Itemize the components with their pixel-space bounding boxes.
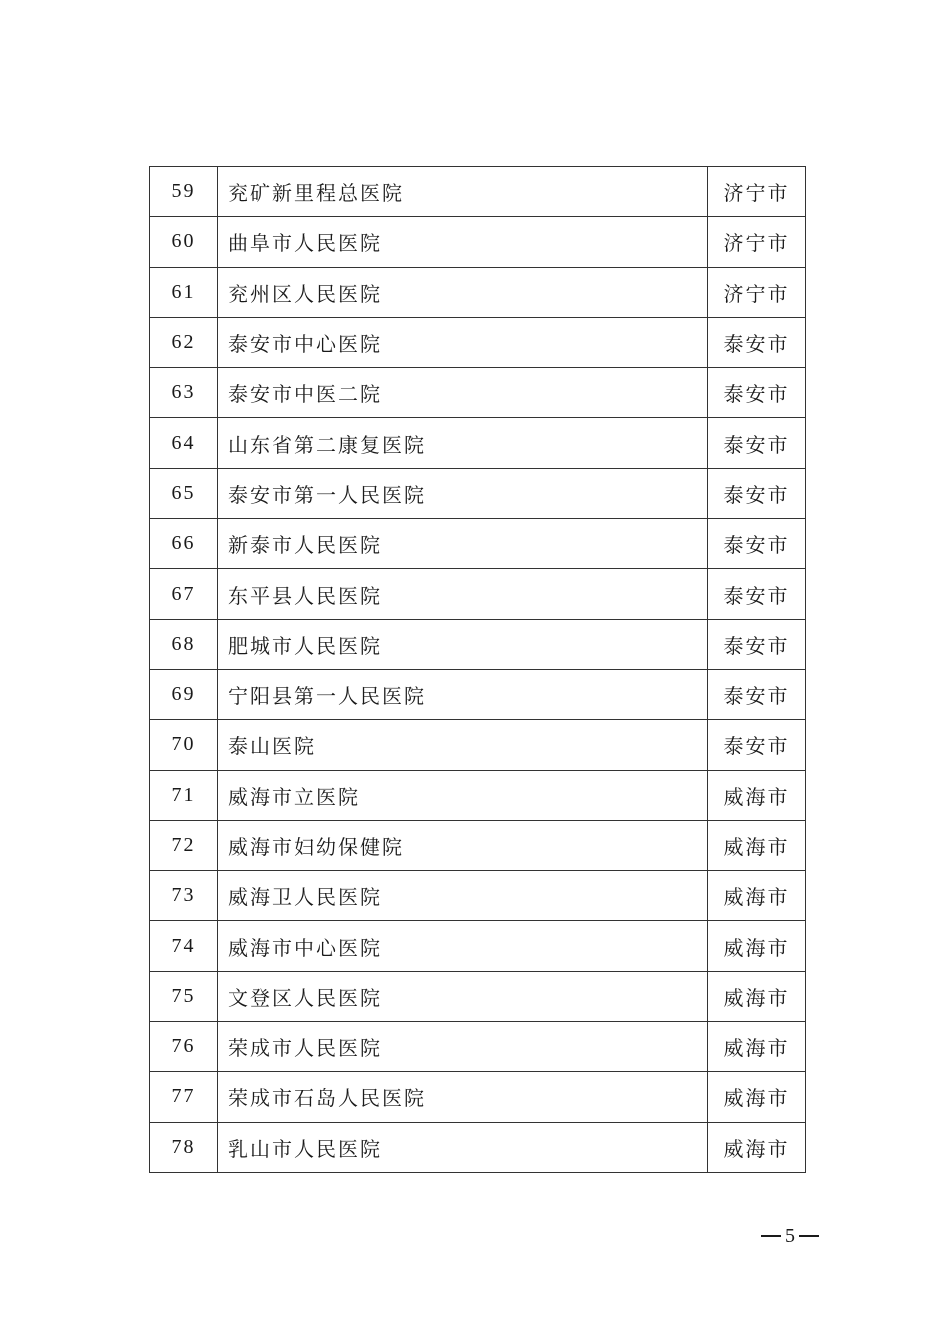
row-number-cell: 73 (150, 871, 218, 921)
table-row (150, 519, 806, 569)
row-number-cell: 64 (150, 418, 218, 468)
city-cell: 威海市 (708, 871, 806, 921)
table-row (150, 871, 806, 921)
table-row (150, 418, 806, 468)
page-number-dash-left (761, 1235, 781, 1237)
row-number-cell: 71 (150, 770, 218, 820)
row-number-cell: 70 (150, 720, 218, 770)
table-row (150, 368, 806, 418)
city-cell: 泰安市 (708, 720, 806, 770)
hospital-name-cell: 东平县人民医院 (218, 569, 708, 619)
table-row (150, 619, 806, 669)
hospital-name-cell: 兖矿新里程总医院 (218, 167, 708, 217)
city-cell: 济宁市 (708, 267, 806, 317)
city-cell: 威海市 (708, 820, 806, 870)
row-number-cell: 65 (150, 468, 218, 518)
city-cell: 威海市 (708, 971, 806, 1021)
city-cell: 威海市 (708, 921, 806, 971)
table-row (150, 1122, 806, 1172)
row-number-cell: 68 (150, 619, 218, 669)
row-number-cell: 61 (150, 267, 218, 317)
table-row (150, 820, 806, 870)
city-cell: 泰安市 (708, 368, 806, 418)
table-row (150, 720, 806, 770)
hospital-table (149, 166, 806, 1173)
city-cell: 泰安市 (708, 569, 806, 619)
city-cell: 泰安市 (708, 468, 806, 518)
page-number-value: 5 (785, 1224, 795, 1247)
page-number (760, 1224, 820, 1248)
hospital-name-cell: 威海市妇幼保健院 (218, 820, 708, 870)
hospital-name-cell: 文登区人民医院 (218, 971, 708, 1021)
city-cell: 泰安市 (708, 418, 806, 468)
hospital-name-cell: 山东省第二康复医院 (218, 418, 708, 468)
city-cell: 泰安市 (708, 669, 806, 719)
hospital-name-cell: 泰安市中医二院 (218, 368, 708, 418)
city-cell: 威海市 (708, 1122, 806, 1172)
row-number-cell: 72 (150, 820, 218, 870)
row-number-cell: 62 (150, 317, 218, 367)
hospital-name-cell: 威海市中心医院 (218, 921, 708, 971)
hospital-name-cell: 泰山医院 (218, 720, 708, 770)
row-number-cell: 60 (150, 217, 218, 267)
table-row (150, 317, 806, 367)
hospital-name-cell: 新泰市人民医院 (218, 519, 708, 569)
hospital-name-cell: 曲阜市人民医院 (218, 217, 708, 267)
hospital-name-cell: 乳山市人民医院 (218, 1122, 708, 1172)
table-row (150, 669, 806, 719)
hospital-name-cell: 荣成市石岛人民医院 (218, 1072, 708, 1122)
city-cell: 济宁市 (708, 167, 806, 217)
row-number-cell: 67 (150, 569, 218, 619)
page-number-dash-right (799, 1235, 819, 1237)
table-row (150, 468, 806, 518)
row-number-cell: 78 (150, 1122, 218, 1172)
table-row (150, 971, 806, 1021)
hospital-name-cell: 泰安市中心医院 (218, 317, 708, 367)
table-row (150, 1022, 806, 1072)
row-number-cell: 69 (150, 669, 218, 719)
hospital-name-cell: 威海卫人民医院 (218, 871, 708, 921)
row-number-cell: 66 (150, 519, 218, 569)
hospital-name-cell: 兖州区人民医院 (218, 267, 708, 317)
city-cell: 威海市 (708, 1022, 806, 1072)
table-row (150, 921, 806, 971)
row-number-cell: 76 (150, 1022, 218, 1072)
hospital-name-cell: 威海市立医院 (218, 770, 708, 820)
hospital-table-body (150, 167, 806, 1173)
table-row (150, 569, 806, 619)
row-number-cell: 63 (150, 368, 218, 418)
row-number-cell: 77 (150, 1072, 218, 1122)
city-cell: 济宁市 (708, 217, 806, 267)
city-cell: 威海市 (708, 770, 806, 820)
hospital-name-cell: 宁阳县第一人民医院 (218, 669, 708, 719)
city-cell: 泰安市 (708, 519, 806, 569)
table-row (150, 770, 806, 820)
table-row (150, 1072, 806, 1122)
table-row (150, 217, 806, 267)
row-number-cell: 74 (150, 921, 218, 971)
hospital-name-cell: 荣成市人民医院 (218, 1022, 708, 1072)
hospital-name-cell: 泰安市第一人民医院 (218, 468, 708, 518)
row-number-cell: 59 (150, 167, 218, 217)
row-number-cell: 75 (150, 971, 218, 1021)
hospital-name-cell: 肥城市人民医院 (218, 619, 708, 669)
city-cell: 威海市 (708, 1072, 806, 1122)
city-cell: 泰安市 (708, 317, 806, 367)
city-cell: 泰安市 (708, 619, 806, 669)
table-row (150, 167, 806, 217)
table-row (150, 267, 806, 317)
